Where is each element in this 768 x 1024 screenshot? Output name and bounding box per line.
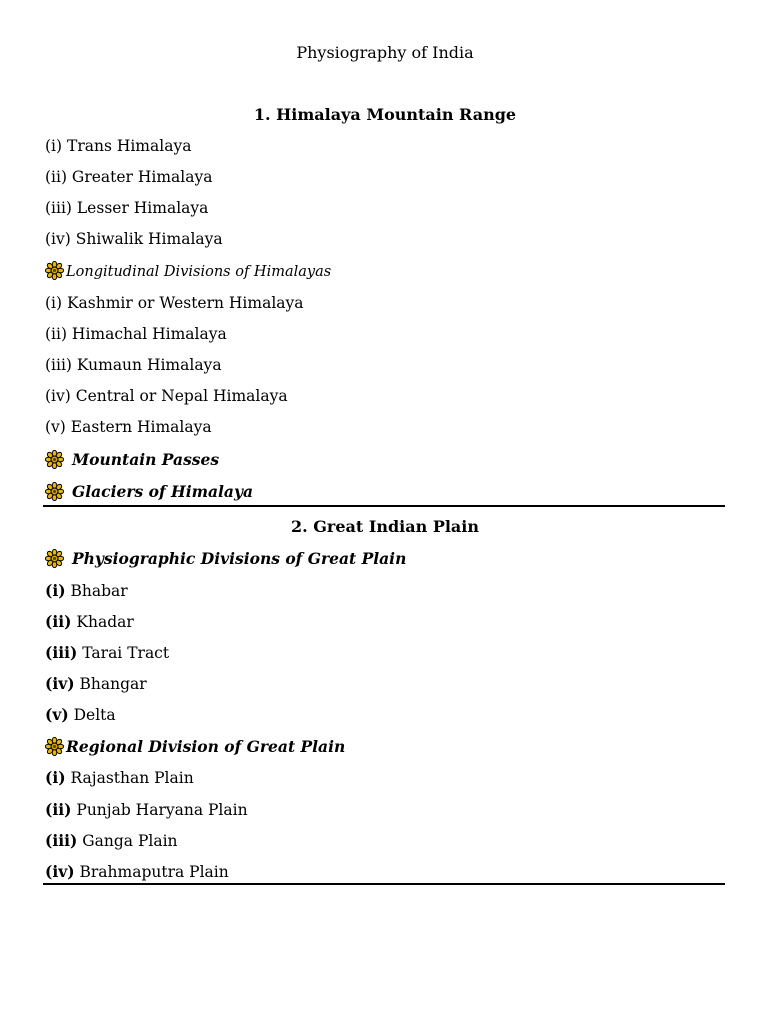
list-item [45,674,725,694]
item-number: (ii) [45,800,72,819]
item-number: (ii) [45,612,72,631]
item-text: Bhabar [70,582,128,600]
flower-icon [45,737,64,756]
flower-icon [45,549,64,568]
list-item: (ii) Greater Himalaya [45,168,213,186]
list-item [45,581,725,601]
item-number: (iv) [45,674,75,693]
list-item [45,643,725,663]
list-item: (i) Kashmir or Western Himalaya [45,294,304,312]
flower-icon [45,450,64,469]
item-number: (iii) [45,643,78,662]
section-heading-great-plain: 2. Great Indian Plain [290,517,479,536]
item-text: Punjab Haryana Plain [76,801,248,819]
subheading-regional [45,737,725,757]
flower-icon [45,261,64,280]
list-item: (iii) Kumaun Himalaya [45,356,222,374]
page-title: Physiography of India [296,43,474,62]
section-heading-himalaya: 1. Himalaya Mountain Range [253,105,517,124]
list-item [45,862,725,882]
list-item: (ii) Himachal Himalaya [45,325,227,343]
item-text: Brahmaputra Plain [79,863,229,881]
list-item [45,612,725,632]
subheading-text: Mountain Passes [72,450,220,469]
item-number: (v) [45,705,69,724]
list-item: (iv) Central or Nepal Himalaya [45,387,288,405]
item-text: Rajasthan Plain [70,769,194,787]
item-text: Bhangar [79,675,147,693]
list-item: (iv) Shiwalik Himalaya [45,230,223,248]
item-text: Ganga Plain [82,832,178,850]
item-number: (i) [45,581,66,600]
subheading-longitudinal [45,261,725,282]
flower-icon [45,482,64,501]
item-number: (i) [45,768,66,787]
subheading-glaciers [45,482,725,502]
list-item: (i) Trans Himalaya [45,137,192,155]
subheading-text: Glaciers of Himalaya [72,482,254,501]
subheading-text: Longitudinal Divisions of Himalayas [66,264,332,280]
item-number: (iv) [45,862,75,881]
list-item [45,768,725,788]
list-item: (iii) Lesser Himalaya [45,199,209,217]
subheading-physiographic [45,549,725,569]
subheading-text: Physiographic Divisions of Great Plain [72,549,407,568]
list-item [45,800,725,820]
list-item: (v) Eastern Himalaya [45,418,212,436]
section-divider [43,883,725,885]
item-number: (iii) [45,831,78,850]
item-text: Delta [73,706,116,724]
subheading-text: Regional Division of Great Plain [66,737,346,756]
subheading-mountain-passes [45,450,725,470]
item-text: Tarai Tract [82,644,170,662]
item-text: Khadar [76,613,134,631]
list-item [45,831,725,851]
list-item [45,705,725,725]
section-divider [43,505,725,507]
